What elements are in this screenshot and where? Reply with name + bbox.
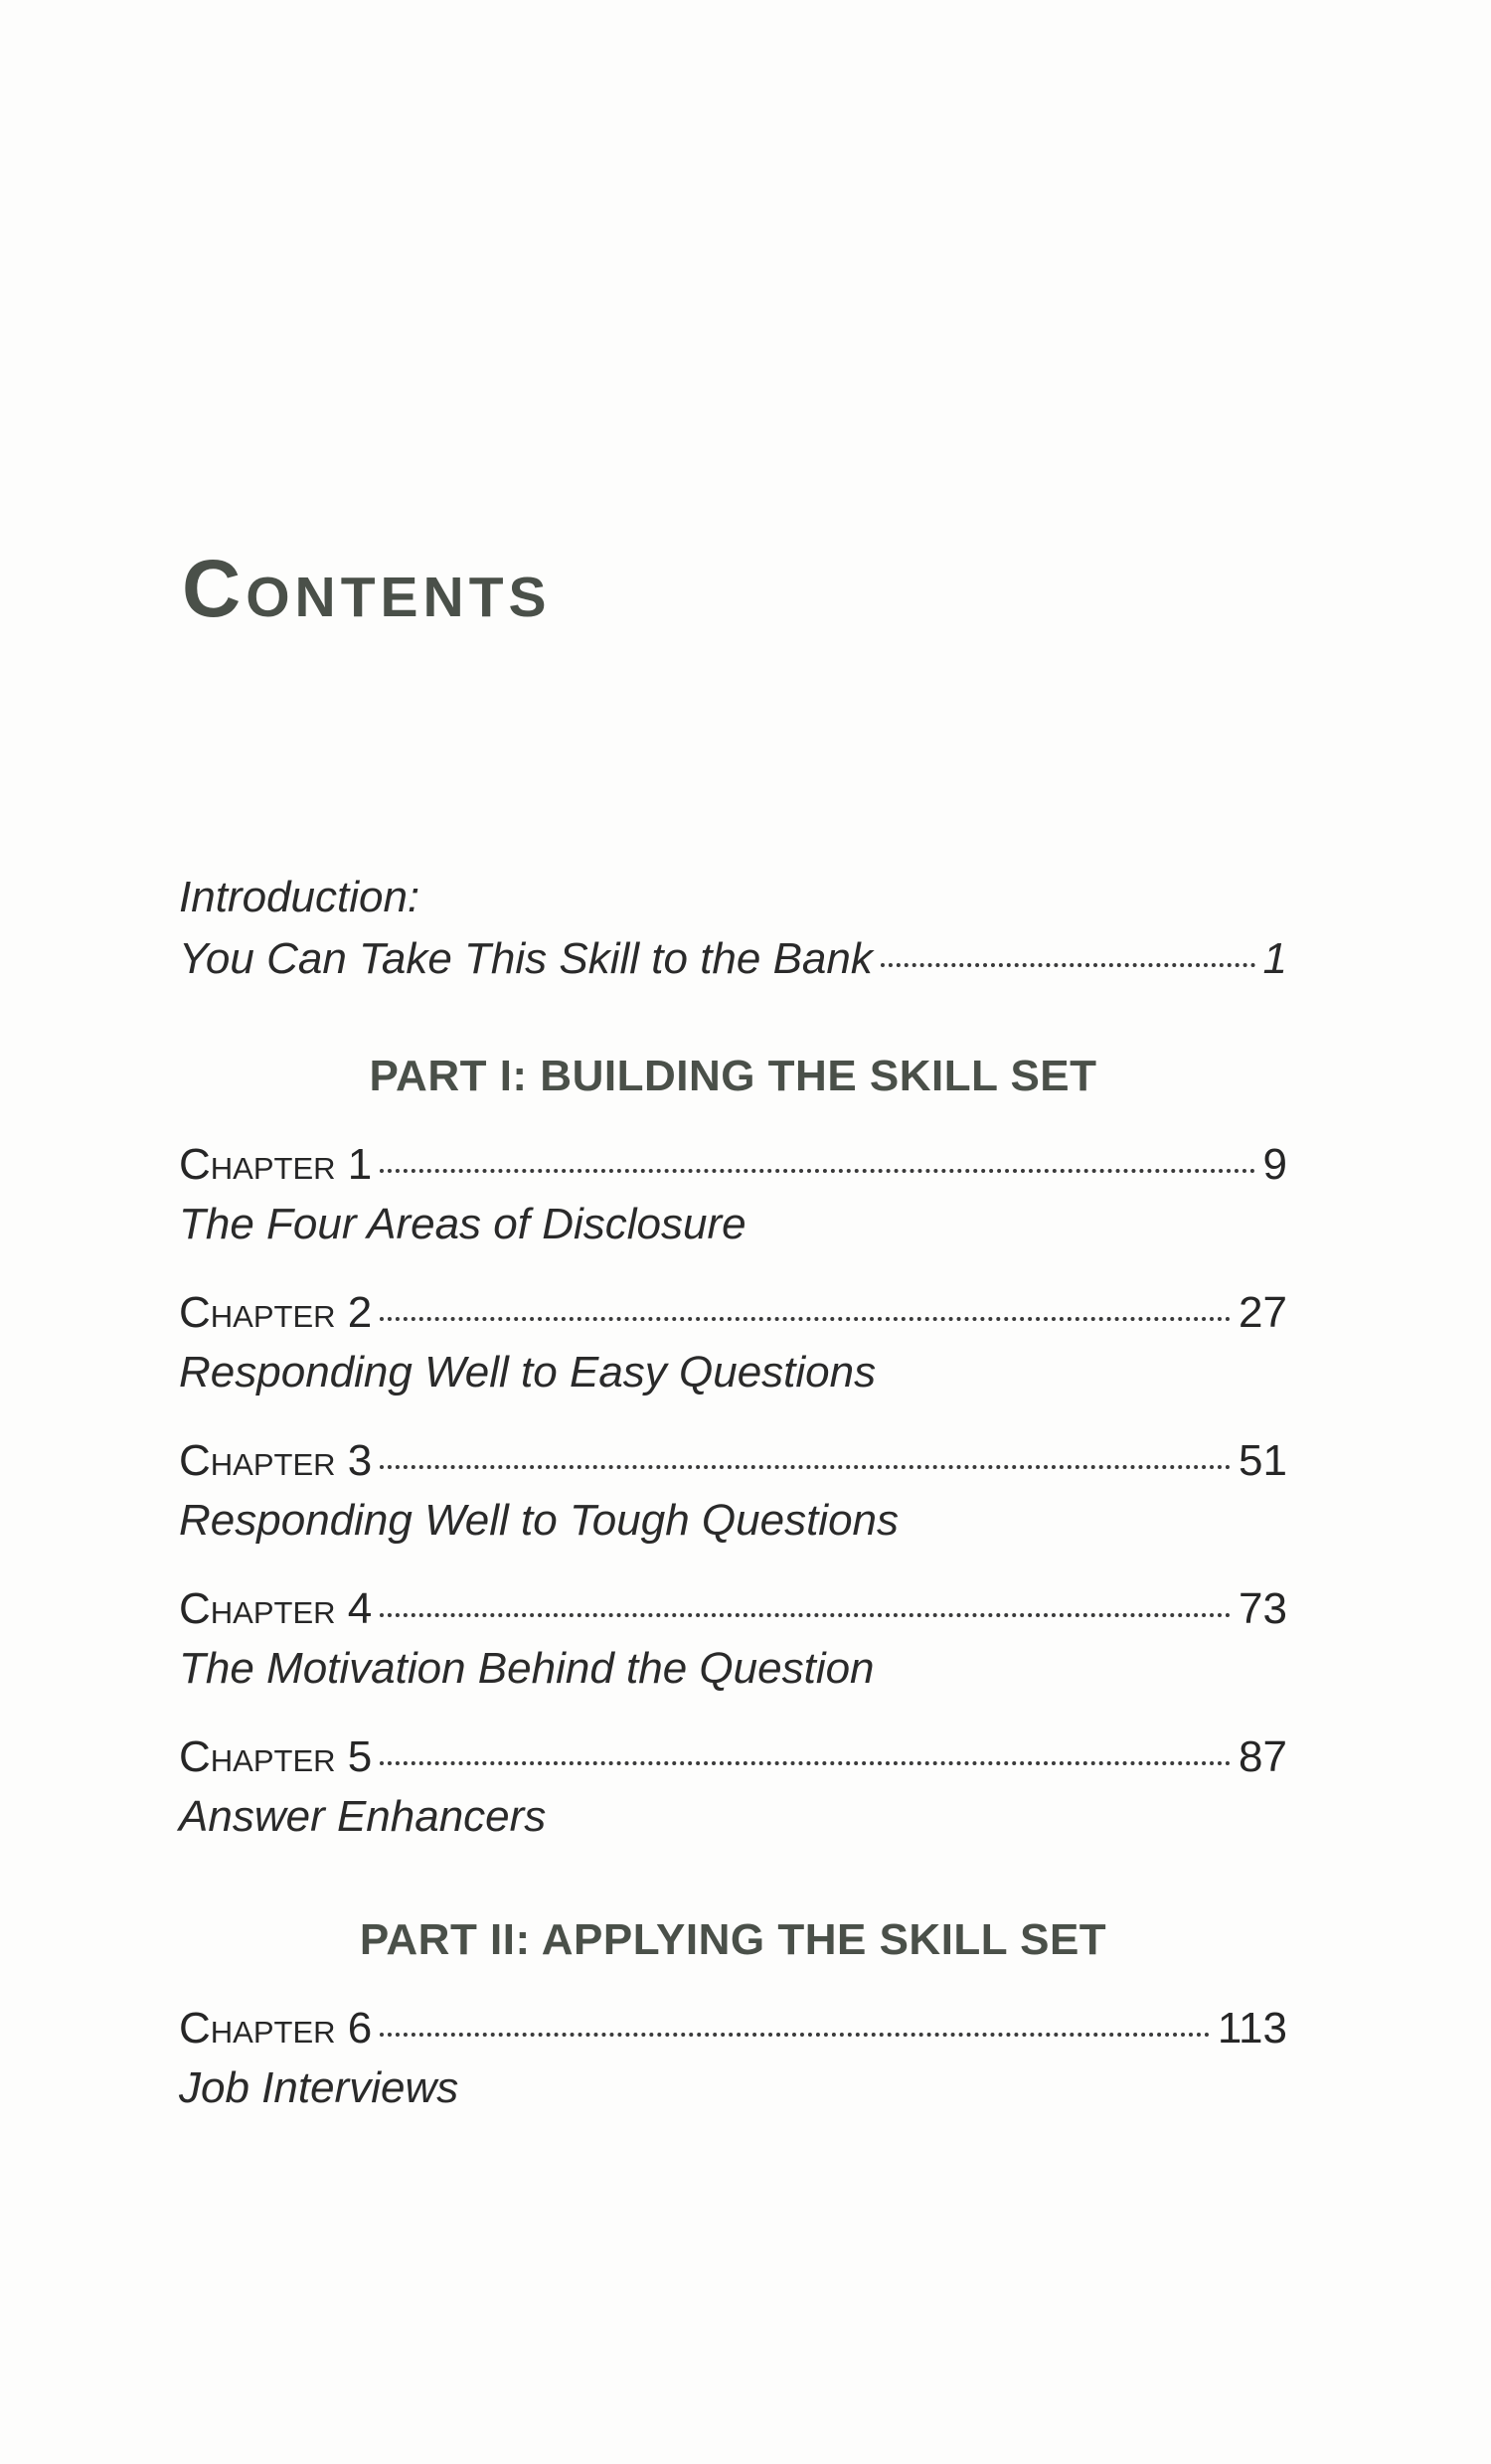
dot-leader bbox=[380, 1761, 1231, 1765]
chapter-row bbox=[179, 1727, 1287, 1787]
chapter-page-number: 27 bbox=[1239, 1288, 1287, 1337]
toc-entry-chapter-4 bbox=[179, 1579, 1287, 1699]
dot-leader bbox=[380, 1169, 1254, 1173]
dot-leader bbox=[380, 1465, 1231, 1469]
introduction-label: Introduction: bbox=[179, 873, 420, 921]
toc-entry-chapter-1 bbox=[179, 1135, 1287, 1254]
chapter-label: Chapter 5 bbox=[179, 1732, 373, 1781]
chapter-page-number: 9 bbox=[1262, 1140, 1287, 1189]
chapter-row bbox=[179, 1431, 1287, 1491]
chapter-row bbox=[179, 1999, 1287, 2058]
toc-entry-chapter-6 bbox=[179, 1999, 1287, 2118]
introduction-subtitle: You Can Take This Skill to the Bank bbox=[179, 934, 873, 983]
toc-introduction bbox=[179, 867, 1287, 990]
dot-leader bbox=[380, 1613, 1231, 1617]
chapter-title: Responding Well to Easy Questions bbox=[179, 1348, 877, 1396]
chapter-page-number: 113 bbox=[1217, 2004, 1287, 2053]
chapter-title: Job Interviews bbox=[179, 2063, 459, 2112]
part-1-heading: PART I: BUILDING THE SKILL SET bbox=[369, 1052, 1097, 1100]
chapter-title: Answer Enhancers bbox=[179, 1792, 547, 1841]
part-2-heading: PART II: APPLYING THE SKILL SET bbox=[359, 1915, 1107, 1964]
toc-entry-chapter-2 bbox=[179, 1283, 1287, 1402]
chapter-title: The Four Areas of Disclosure bbox=[179, 1200, 746, 1248]
chapter-label: Chapter 6 bbox=[179, 2004, 373, 2053]
chapter-page-number: 73 bbox=[1239, 1584, 1287, 1633]
chapter-label: Chapter 3 bbox=[179, 1436, 373, 1485]
introduction-row bbox=[179, 928, 1287, 990]
chapter-row bbox=[179, 1283, 1287, 1343]
chapter-title: Responding Well to Tough Questions bbox=[179, 1496, 900, 1545]
chapter-page-number: 51 bbox=[1239, 1436, 1287, 1485]
chapter-label: Chapter 2 bbox=[179, 1288, 373, 1337]
chapter-label: Chapter 1 bbox=[179, 1140, 373, 1189]
toc-entry-chapter-5 bbox=[179, 1727, 1287, 1847]
dot-leader bbox=[881, 963, 1255, 967]
toc-entry-chapter-3 bbox=[179, 1431, 1287, 1551]
dot-leader bbox=[380, 2033, 1210, 2037]
chapter-page-number: 87 bbox=[1239, 1732, 1287, 1781]
dot-leader bbox=[380, 1317, 1231, 1321]
chapter-title: The Motivation Behind the Question bbox=[179, 1644, 875, 1693]
chapter-label: Chapter 4 bbox=[179, 1584, 373, 1633]
chapter-row bbox=[179, 1579, 1287, 1639]
page-title: Contents bbox=[182, 544, 552, 634]
chapter-row bbox=[179, 1135, 1287, 1195]
introduction-page-number: 1 bbox=[1262, 934, 1287, 983]
